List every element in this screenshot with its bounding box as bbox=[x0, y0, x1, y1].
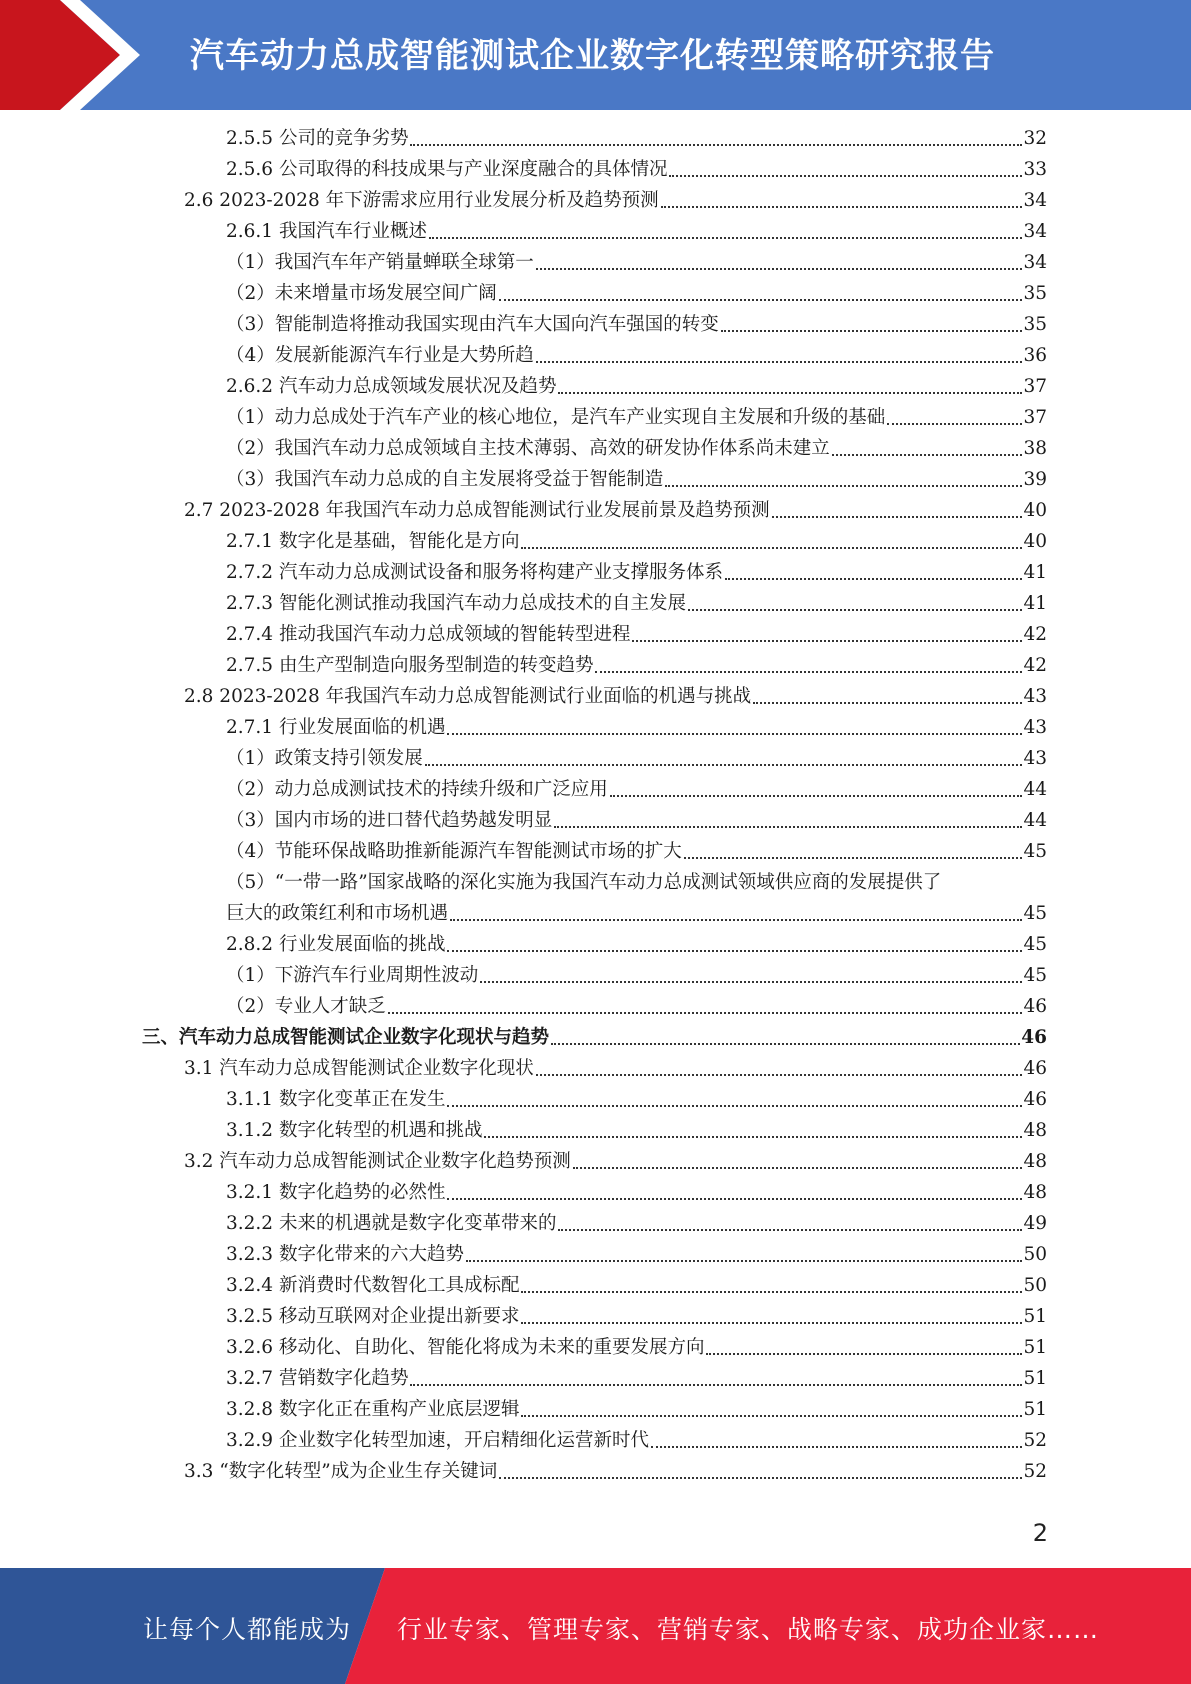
toc-leader-dots bbox=[450, 919, 1022, 921]
toc-entry-label: （4）节能环保战略助推新能源汽车智能测试市场的扩大 bbox=[226, 841, 682, 862]
toc-entry-label: 3.1 汽车动力总成智能测试企业数字化现状 bbox=[184, 1058, 534, 1079]
toc-entry[interactable] bbox=[226, 375, 1047, 399]
toc-entry-label: 3.2.3 数字化带来的六大趋势 bbox=[226, 1244, 464, 1265]
toc-leader-dots bbox=[554, 826, 1022, 828]
toc-entry-page: 34 bbox=[1023, 190, 1047, 211]
toc-leader-dots bbox=[595, 671, 1022, 673]
toc-leader-dots bbox=[665, 485, 1022, 487]
toc-entry-label: 2.7 2023-2028 年我国汽车动力总成智能测试行业发展前景及趋势预测 bbox=[184, 500, 770, 521]
toc-entry[interactable] bbox=[226, 778, 1047, 802]
toc-entry-label: 2.7.2 汽车动力总成测试设备和服务将构建产业支撑服务体系 bbox=[226, 562, 723, 583]
toc-entry-page: 36 bbox=[1023, 345, 1047, 366]
toc-entry-page: 52 bbox=[1023, 1430, 1047, 1451]
toc-entry-label: 2.5.5 公司的竞争劣势 bbox=[226, 128, 409, 149]
toc-leader-dots bbox=[772, 516, 1023, 518]
toc-entry-page: 40 bbox=[1023, 531, 1047, 552]
toc-entry-label: 三、汽车动力总成智能测试企业数字化现状与趋势 bbox=[142, 1027, 550, 1048]
toc-entry-page: 37 bbox=[1023, 376, 1047, 397]
toc-entry-label: （3）智能制造将推动我国实现由汽车大国向汽车强国的转变 bbox=[226, 314, 719, 335]
toc-entry[interactable] bbox=[226, 1336, 1047, 1360]
toc-entry-label: 3.3 “数字化转型”成为企业生存关键词 bbox=[184, 1461, 498, 1482]
toc-entry-page: 46 bbox=[1021, 1027, 1047, 1048]
toc-leader-dots bbox=[610, 795, 1023, 797]
toc-entry-label: 2.8 2023-2028 年我国汽车动力总成智能测试行业面临的机遇与挑战 bbox=[184, 686, 752, 707]
toc-entry[interactable] bbox=[226, 437, 1047, 461]
toc-entry-label: （3）国内市场的进口替代趋势越发明显 bbox=[226, 810, 553, 831]
toc-entry[interactable] bbox=[226, 1274, 1047, 1298]
toc-entry[interactable] bbox=[226, 1212, 1047, 1236]
toc-chapter-entry[interactable] bbox=[142, 1026, 1047, 1050]
toc-entry-label: 2.7.1 行业发展面临的机遇 bbox=[226, 717, 446, 738]
toc-leader-dots bbox=[669, 175, 1022, 177]
toc-entry-label: 2.8.2 行业发展面临的挑战 bbox=[226, 934, 446, 955]
toc-leader-dots bbox=[429, 237, 1022, 239]
toc-entry-page: 46 bbox=[1023, 996, 1047, 1017]
toc-entry-page: 42 bbox=[1023, 624, 1047, 645]
toc-entry-label: （4）发展新能源汽车行业是大势所趋 bbox=[226, 345, 534, 366]
toc-entry-label: 3.2.7 营销数字化趋势 bbox=[226, 1368, 409, 1389]
toc-leader-dots bbox=[753, 702, 1022, 704]
toc-entry-label: （1）下游汽车行业周期性波动 bbox=[226, 965, 479, 986]
toc-entry-page: 46 bbox=[1023, 1058, 1047, 1079]
toc-entry-label: 2.7.4 推动我国汽车动力总成领域的智能转型进程 bbox=[226, 624, 631, 645]
header-banner bbox=[0, 0, 1191, 110]
toc-leader-dots bbox=[706, 1353, 1022, 1355]
toc-entry-label: （2）专业人才缺乏 bbox=[226, 996, 386, 1017]
toc-entry-page: 33 bbox=[1023, 159, 1047, 180]
toc-leader-dots bbox=[684, 857, 1023, 859]
toc-entry-page: 46 bbox=[1023, 1089, 1047, 1110]
footer-slogan-right: 行业专家、管理专家、营销专家、战略专家、成功企业家…… bbox=[397, 1615, 1100, 1644]
toc-entry-label: 3.1.2 数字化转型的机遇和挑战 bbox=[226, 1120, 483, 1141]
toc-leader-dots bbox=[499, 1477, 1022, 1479]
toc-entry-page: 50 bbox=[1023, 1244, 1047, 1265]
toc-leader-dots bbox=[558, 392, 1022, 394]
toc-entry-page: 40 bbox=[1023, 500, 1047, 521]
toc-entry[interactable] bbox=[184, 1460, 1047, 1484]
toc-leader-dots bbox=[484, 1136, 1022, 1138]
toc-entry-label: 3.2.5 移动互联网对企业提出新要求 bbox=[226, 1306, 520, 1327]
toc-entry-page: 51 bbox=[1023, 1337, 1047, 1358]
toc-leader-dots bbox=[410, 1384, 1022, 1386]
toc-entry[interactable] bbox=[226, 1243, 1047, 1267]
toc-leader-dots bbox=[651, 1446, 1022, 1448]
toc-leader-dots bbox=[632, 640, 1022, 642]
toc-entry-page: 48 bbox=[1023, 1182, 1047, 1203]
toc-entry[interactable] bbox=[226, 468, 1047, 492]
toc-leader-dots bbox=[887, 423, 1022, 425]
toc-entry[interactable] bbox=[226, 995, 1047, 1019]
toc-entry[interactable] bbox=[226, 592, 1047, 616]
toc-entry-wrapped-first-line[interactable] bbox=[226, 871, 1047, 895]
document-title: 汽车动力总成智能测试企业数字化转型策略研究报告 bbox=[190, 36, 995, 76]
toc-entry-page: 34 bbox=[1023, 252, 1047, 273]
toc-entry-page: 41 bbox=[1023, 562, 1047, 583]
toc-leader-dots bbox=[536, 1074, 1023, 1076]
toc-entry[interactable] bbox=[226, 623, 1047, 647]
toc-leader-dots bbox=[536, 361, 1023, 363]
toc-entry-wrapped-continuation[interactable] bbox=[226, 902, 1047, 926]
page-number: 2 bbox=[1032, 1519, 1048, 1547]
toc-entry-page: 45 bbox=[1023, 841, 1047, 862]
toc-leader-dots bbox=[480, 981, 1022, 983]
toc-entry-label: 3.2.8 数字化正在重构产业底层逻辑 bbox=[226, 1399, 520, 1420]
toc-entry-label: 2.6 2023-2028 年下游需求应用行业发展分析及趋势预测 bbox=[184, 190, 659, 211]
toc-entry[interactable] bbox=[226, 1367, 1047, 1391]
toc-entry-page: 52 bbox=[1023, 1461, 1047, 1482]
toc-entry-page: 44 bbox=[1023, 810, 1047, 831]
toc-entry-page: 48 bbox=[1023, 1120, 1047, 1141]
toc-entry-label: 巨大的政策红利和市场机遇 bbox=[226, 903, 449, 924]
toc-entry-label: （1）我国汽车年产销量蝉联全球第一 bbox=[226, 252, 534, 273]
toc-entry[interactable] bbox=[226, 530, 1047, 554]
toc-entry-label: （1）动力总成处于汽车产业的核心地位，是汽车产业实现自主发展和升级的基础 bbox=[226, 407, 886, 428]
toc-entry-label: 3.2.6 移动化、自助化、智能化将成为未来的重要发展方向 bbox=[226, 1337, 705, 1358]
toc-leader-dots bbox=[466, 1260, 1022, 1262]
toc-entry[interactable] bbox=[226, 840, 1047, 864]
toc-entry-label: （2）未来增量市场发展空间广阔 bbox=[226, 283, 497, 304]
toc-entry[interactable] bbox=[226, 406, 1047, 430]
toc-entry-page: 32 bbox=[1023, 128, 1047, 149]
toc-leader-dots bbox=[661, 206, 1023, 208]
toc-entry[interactable] bbox=[226, 1181, 1047, 1205]
toc-entry[interactable] bbox=[226, 964, 1047, 988]
toc-entry-page: 44 bbox=[1023, 779, 1047, 800]
toc-entry[interactable] bbox=[226, 158, 1047, 182]
toc-entry-page: 34 bbox=[1023, 221, 1047, 242]
toc-entry[interactable] bbox=[226, 809, 1047, 833]
toc-entry-page: 41 bbox=[1023, 593, 1047, 614]
toc-entry[interactable] bbox=[226, 127, 1047, 151]
toc-entry-page: 43 bbox=[1023, 686, 1047, 707]
toc-leader-dots bbox=[521, 1291, 1022, 1293]
toc-entry[interactable] bbox=[226, 1398, 1047, 1422]
toc-entry-page: 43 bbox=[1023, 748, 1047, 769]
toc-entry-label: 2.7.3 智能化测试推动我国汽车动力总成技术的自主发展 bbox=[226, 593, 686, 614]
toc-entry-page: 48 bbox=[1023, 1151, 1047, 1172]
toc-entry[interactable] bbox=[184, 1057, 1047, 1081]
toc-leader-dots bbox=[388, 1012, 1023, 1014]
toc-entry-label: （1）政策支持引领发展 bbox=[226, 748, 423, 769]
toc-entry[interactable] bbox=[226, 747, 1047, 771]
toc-entry-label: 3.1.1 数字化变革正在发生 bbox=[226, 1089, 446, 1110]
toc-entry[interactable] bbox=[184, 685, 1047, 709]
toc-entry-page: 45 bbox=[1023, 934, 1047, 955]
footer-banner bbox=[0, 1568, 1191, 1684]
toc-leader-dots bbox=[521, 1415, 1022, 1417]
toc-entry-page: 38 bbox=[1023, 438, 1047, 459]
toc-entry[interactable] bbox=[226, 654, 1047, 678]
toc-entry-label: 2.7.1 数字化是基础，智能化是方向 bbox=[226, 531, 520, 552]
toc-entry-page: 51 bbox=[1023, 1306, 1047, 1327]
toc-leader-dots bbox=[551, 1043, 1020, 1045]
toc-entry[interactable] bbox=[226, 1119, 1047, 1143]
toc-leader-dots bbox=[521, 1322, 1022, 1324]
toc-entry-label: 3.2.1 数字化趋势的必然性 bbox=[226, 1182, 446, 1203]
toc-entry-label: 2.7.5 由生产型制造向服务型制造的转变趋势 bbox=[226, 655, 594, 676]
toc-entry-page: 51 bbox=[1023, 1368, 1047, 1389]
toc-entry-page: 35 bbox=[1023, 314, 1047, 335]
toc-leader-dots bbox=[447, 1198, 1022, 1200]
toc-entry-label: （2）动力总成测试技术的持续升级和广泛应用 bbox=[226, 779, 608, 800]
toc-leader-dots bbox=[410, 144, 1022, 146]
footer-slogan-left: 让每个人都能成为 bbox=[143, 1615, 352, 1644]
toc-leader-dots bbox=[447, 733, 1022, 735]
toc-entry[interactable] bbox=[226, 561, 1047, 585]
toc-leader-dots bbox=[425, 764, 1023, 766]
toc-leader-dots bbox=[536, 268, 1023, 270]
toc-leader-dots bbox=[499, 299, 1023, 301]
toc-entry-label: 3.2 汽车动力总成智能测试企业数字化趋势预测 bbox=[184, 1151, 571, 1172]
header-arrow-decoration bbox=[0, 0, 160, 110]
toc-entry[interactable] bbox=[184, 189, 1047, 213]
toc-entry-page: 51 bbox=[1023, 1399, 1047, 1420]
toc-entry[interactable] bbox=[184, 499, 1047, 523]
toc-entry-page: 35 bbox=[1023, 283, 1047, 304]
toc-entry-label: （5）“一带一路”国家战略的深化实施为我国汽车动力总成测试领域供应商的发展提供了 bbox=[226, 872, 942, 893]
toc-entry-label: 3.2.2 未来的机遇就是数字化变革带来的 bbox=[226, 1213, 557, 1234]
toc-entry[interactable] bbox=[226, 313, 1047, 337]
toc-entry[interactable] bbox=[226, 1429, 1047, 1453]
toc-entry[interactable] bbox=[226, 1088, 1047, 1112]
toc-entry[interactable] bbox=[226, 251, 1047, 275]
toc-leader-dots bbox=[573, 1167, 1023, 1169]
toc-entry-page: 37 bbox=[1023, 407, 1047, 428]
toc-entry[interactable] bbox=[184, 1150, 1047, 1174]
toc-entry-label: （2）我国汽车动力总成领域自主技术薄弱、高效的研发协作体系尚未建立 bbox=[226, 438, 830, 459]
toc-leader-dots bbox=[447, 950, 1022, 952]
toc-entry-label: 2.6.1 我国汽车行业概述 bbox=[226, 221, 427, 242]
toc-entry[interactable] bbox=[226, 344, 1047, 368]
toc-entry-page: 50 bbox=[1023, 1275, 1047, 1296]
toc-entry-page: 42 bbox=[1023, 655, 1047, 676]
toc-leader-dots bbox=[832, 454, 1023, 456]
toc-leader-dots bbox=[725, 578, 1022, 580]
toc-leader-dots bbox=[447, 1105, 1022, 1107]
toc-entry[interactable] bbox=[226, 933, 1047, 957]
toc-entry[interactable] bbox=[226, 282, 1047, 306]
toc-entry-page: 49 bbox=[1023, 1213, 1047, 1234]
toc-leader-dots bbox=[558, 1229, 1022, 1231]
toc-entry-label: 2.6.2 汽车动力总成领域发展状况及趋势 bbox=[226, 376, 557, 397]
toc-leader-dots bbox=[521, 547, 1022, 549]
toc-entry[interactable] bbox=[226, 716, 1047, 740]
toc-entry-page: 45 bbox=[1023, 903, 1047, 924]
toc-entry-page: 45 bbox=[1023, 965, 1047, 986]
toc-entry-page: 43 bbox=[1023, 717, 1047, 738]
toc-entry[interactable] bbox=[226, 220, 1047, 244]
toc-entry-label: （3）我国汽车动力总成的自主发展将受益于智能制造 bbox=[226, 469, 664, 490]
toc-entry-label: 3.2.9 企业数字化转型加速，开启精细化运营新时代 bbox=[226, 1430, 649, 1451]
toc-entry-label: 2.5.6 公司取得的科技成果与产业深度融合的具体情况 bbox=[226, 159, 668, 180]
toc-leader-dots bbox=[688, 609, 1022, 611]
toc-leader-dots bbox=[721, 330, 1023, 332]
toc-entry[interactable] bbox=[226, 1305, 1047, 1329]
toc-entry-page: 39 bbox=[1023, 469, 1047, 490]
toc-entry-label: 3.2.4 新消费时代数智化工具成标配 bbox=[226, 1275, 520, 1296]
